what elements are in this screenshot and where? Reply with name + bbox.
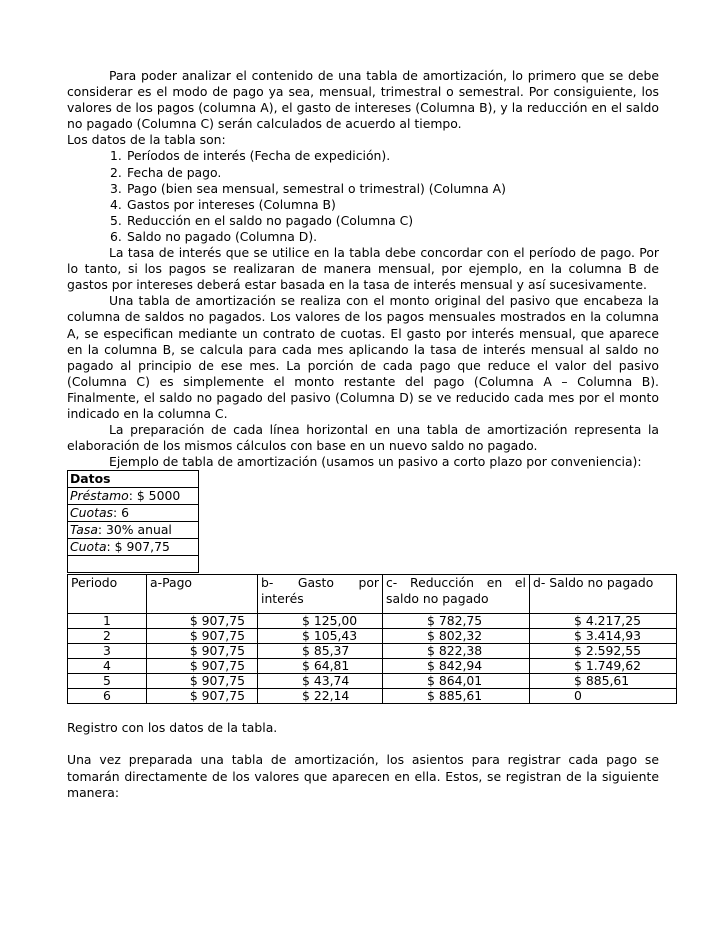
datos-empty — [68, 556, 199, 573]
cell-reduccion: $ 885,61 — [383, 689, 530, 704]
cell-reduccion: $ 864,01 — [383, 674, 530, 689]
cell-saldo: $ 2.592,55 — [530, 644, 677, 659]
list-text: Fecha de pago. — [127, 164, 222, 180]
cell-periodo: 4 — [68, 659, 147, 674]
table-row — [68, 614, 677, 629]
cell-gasto: $ 85,37 — [258, 644, 383, 659]
cell-periodo: 1 — [68, 614, 147, 629]
table-header-row — [68, 575, 677, 614]
registro-paragraph: Registro con los datos de la tabla. — [67, 720, 278, 736]
cell-pago: $ 907,75 — [147, 659, 258, 674]
cell-saldo: $ 1.749,62 — [530, 659, 677, 674]
list-number: 5. — [110, 212, 122, 228]
list-item — [110, 228, 659, 245]
datos-list — [67, 148, 659, 245]
table-row — [68, 629, 677, 644]
cell-reduccion: $ 842,94 — [383, 659, 530, 674]
cell-periodo: 6 — [68, 689, 147, 704]
datos-prestamo: Préstamo: $ 5000 — [68, 488, 199, 505]
ejemplo-paragraph: Ejemplo de tabla de amortización (usamos un pasivo a corto plazo por conveniencia): — [109, 454, 642, 470]
datos-tasa: Tasa: 30% anual — [68, 522, 199, 539]
cell-saldo: $ 4.217,25 — [530, 614, 677, 629]
cell-pago: $ 907,75 — [147, 644, 258, 659]
amortization-table — [67, 574, 677, 704]
header-pago: a-Pago — [147, 575, 258, 614]
tasa-paragraph: La tasa de interés que se utilice en la tabla debe concordar con el período de pago. Por lo tanto, si los pagos se realizaran de manera mensual, por ejemplo, en la columna B de gastos por intereses deberá estar basada en la tasa de interés mensual y así sucesivamente. — [67, 245, 659, 293]
document-page — [67, 68, 659, 801]
list-item — [110, 212, 659, 229]
datos-title: Datos — [68, 471, 199, 488]
table-row — [68, 689, 677, 704]
list-number: 2. — [110, 164, 122, 180]
table-row — [68, 644, 677, 659]
list-item — [110, 148, 659, 164]
final-paragraph: Una vez preparada una tabla de amortización, los asientos para registrar cada pago se tomarán directamente de los valores que aparecen en ella. Estos, se registran de la siguiente manera: — [67, 752, 659, 800]
header-saldo: d- Saldo no pagado — [530, 575, 677, 614]
cell-pago: $ 907,75 — [147, 674, 258, 689]
cell-periodo: 2 — [68, 629, 147, 644]
cell-pago: $ 907,75 — [147, 689, 258, 704]
cell-gasto: $ 64,81 — [258, 659, 383, 674]
list-text: Saldo no pagado (Columna D). — [127, 228, 318, 244]
datos-table — [67, 470, 199, 573]
cell-reduccion: $ 822,38 — [383, 644, 530, 659]
cell-saldo: 0 — [530, 689, 677, 704]
list-number: 6. — [110, 228, 122, 244]
header-periodo: Periodo — [68, 575, 147, 614]
list-item — [110, 164, 659, 181]
list-number: 4. — [110, 196, 122, 212]
list-text: Pago (bien sea mensual, semestral o trimestral) (Columna A) — [127, 180, 506, 196]
list-text: Reducción en el saldo no pagado (Columna C) — [127, 212, 414, 228]
table-row — [68, 674, 677, 689]
intro-paragraph: Para poder analizar el contenido de una tabla de amortización, lo primero que se debe considerar es el modo de pago ya sea, mensual, trimestral o semestral. Por consiguiente, los valores de los pagos (columna A), el gasto de intereses (Columna B), y la reducción en el saldo no pagado (Columna C) serán calculados de acuerdo al tiempo. — [67, 68, 659, 132]
cell-gasto: $ 105,43 — [258, 629, 383, 644]
list-text: Períodos de interés (Fecha de expedición). — [127, 148, 391, 164]
cell-periodo: 5 — [68, 674, 147, 689]
cell-gasto: $ 125,00 — [258, 614, 383, 629]
cell-pago: $ 907,75 — [147, 629, 258, 644]
table-row — [68, 659, 677, 674]
cell-reduccion: $ 782,75 — [383, 614, 530, 629]
list-number: 1. — [110, 148, 122, 164]
header-gasto: b- Gasto por interés — [258, 575, 383, 614]
cell-gasto: $ 22,14 — [258, 689, 383, 704]
list-item — [110, 196, 659, 213]
tabla-paragraph: Una tabla de amortización se realiza con el monto original del pasivo que encabeza la columna de saldos no pagados. Los valores de los pagos mensuales mostrados en la columna A, se especifican mediante un contrato de cuotas. El gasto por interés mensual, que aparece en la columna B, se calcula para cada mes aplicando la tasa de interés mensual al saldo no pagado al principio de ese mes. La porción de cada pago que reduce el valor del pasivo (Columna C) es simplemente el monto restante del pago (Columna A – Columna B). Finalmente, el saldo no pagado del pasivo (Columna D) se ve reducido cada mes por el monto indicado en la columna C. — [67, 293, 659, 421]
cell-pago: $ 907,75 — [147, 614, 258, 629]
datos-cuota: Cuota: $ 907,75 — [68, 539, 199, 556]
cell-periodo: 3 — [68, 644, 147, 659]
list-item — [110, 180, 659, 197]
datos-cuotas: Cuotas: 6 — [68, 505, 199, 522]
cell-saldo: $ 885,61 — [530, 674, 677, 689]
list-text: Gastos por intereses (Columna B) — [127, 196, 336, 212]
cell-reduccion: $ 802,32 — [383, 629, 530, 644]
preparacion-paragraph: La preparación de cada línea horizontal en una tabla de amortización representa la elaboración de los mismos cálculos con base en un nuevo saldo no pagado. — [67, 422, 659, 454]
cell-gasto: $ 43,74 — [258, 674, 383, 689]
datos-intro: Los datos de la tabla son: — [67, 132, 226, 148]
header-reduccion: c- Reducción en el saldo no pagado — [383, 575, 530, 614]
list-number: 3. — [110, 180, 122, 196]
cell-saldo: $ 3.414,93 — [530, 629, 677, 644]
